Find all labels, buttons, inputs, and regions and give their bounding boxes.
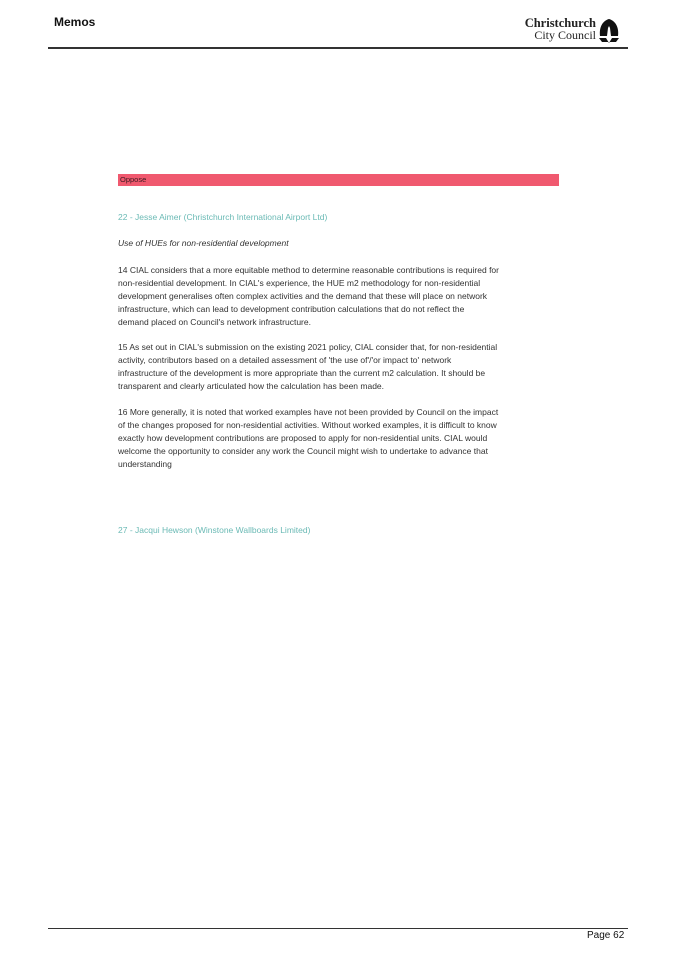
text-line: exactly how development contributions are proposed to apply for non-residential units. CIAL would (118, 433, 488, 443)
text-line: understanding (118, 459, 172, 469)
text-line: development generalises often complex activities and the demand that these will place on network (118, 291, 488, 301)
paragraph-14 (118, 264, 499, 329)
text-line: 15 As set out in CIAL's submission on the existing 2021 policy, CIAL consider that, for non-residential (118, 342, 498, 352)
logo-line1: Christchurch (524, 16, 596, 30)
logo-line2: City Council (534, 28, 596, 42)
text-line: demand placed on Council's network infrastructure. (118, 317, 311, 327)
text-line: non-residential development. In CIAL's experience, the HUE m2 methodology for non-residential (118, 278, 481, 288)
paragraph-16 (118, 406, 498, 471)
text-line: 14 CIAL considers that a more equitable method to determine reasonable contributions is required for (118, 265, 499, 275)
footer-divider (48, 928, 628, 929)
submission-topic: Use of HUEs for non-residential development (118, 238, 289, 248)
text-line: infrastructure, which can lead to development contribution calculations that do not reflect the (118, 304, 465, 314)
text-line: of the changes proposed for non-residential activities. Without worked examples, it is difficult to know (118, 420, 497, 430)
paragraph-15 (118, 341, 497, 393)
council-logo (516, 16, 626, 46)
text-line: activity, contributors based on a detailed assessment of 'the use of'/'or impact to' network (118, 355, 452, 365)
submission-heading: 27 - Jacqui Hewson (Winstone Wallboards Limited) (118, 525, 311, 535)
header-divider (48, 47, 628, 49)
text-line: welcome the opportunity to consider any work the Council might wish to undertake to advance that (118, 446, 488, 456)
header-title: Memos (54, 15, 96, 29)
page-number: Page 62 (587, 930, 625, 941)
text-line: infrastructure of the development is more appropriate than the current m2 calculation. It should be (118, 368, 486, 378)
cathedral-logo-icon (598, 18, 620, 44)
text-line: transparent and clearly articulated how the calculation has been made. (118, 381, 385, 391)
oppose-status-bar: Oppose (118, 174, 559, 186)
submission-heading: 22 - Jesse Aimer (Christchurch International Airport Ltd) (118, 212, 328, 222)
text-line: 16 More generally, it is noted that worked examples have not been provided by Council on the impact (118, 407, 499, 417)
